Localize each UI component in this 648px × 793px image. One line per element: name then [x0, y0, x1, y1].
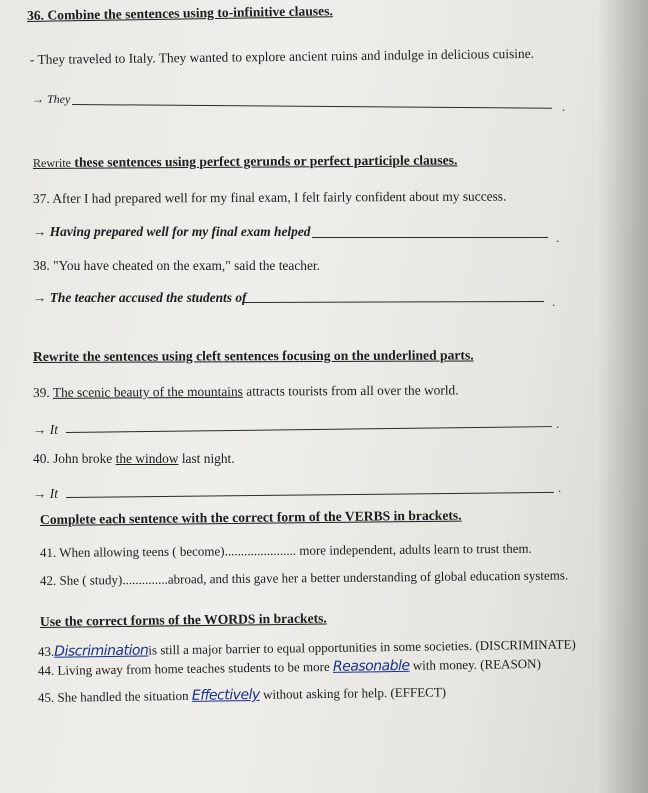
q40-prompt	[33, 451, 235, 467]
q41-rest: more independent, adults learn to trust them.	[299, 540, 532, 558]
section-gerunds-heading	[33, 152, 457, 171]
q36-heading-text: Combine the sentences using to-infinitive clauses.	[47, 3, 333, 23]
q36-heading	[27, 3, 333, 24]
q45-handwritten-answer[interactable]: Effectively	[191, 686, 260, 704]
q44-handwritten-answer[interactable]: Reasonable	[332, 657, 410, 675]
q36-answer-start: → They	[32, 92, 71, 106]
q44-sentence	[38, 656, 541, 679]
q42-pre: 42. She ( study)	[39, 572, 123, 588]
q44-rest: with money. (REASON)	[412, 655, 541, 673]
q41-pre: 41. When allowing teens ( become)	[39, 543, 225, 560]
q42-sentence	[40, 567, 568, 589]
q36-answer-blank[interactable]	[72, 104, 552, 109]
q40-answer-blank[interactable]	[66, 492, 554, 498]
page-edge-shadow	[598, 0, 648, 793]
q39-prompt	[33, 382, 459, 401]
q36-period: .	[562, 99, 566, 114]
q45-rest: without asking for help. (EFFECT)	[262, 684, 447, 702]
q43-handwritten-answer[interactable]: Discrimination	[54, 642, 149, 660]
q36-prompt: - They traveled to Italy. They wanted to explore ancient ruins and indulge in delicious cuisine.	[29, 45, 535, 67]
q39-period: .	[556, 416, 560, 431]
section-verbs-heading: Complete each sentence with the correct form of the VERBS in brackets.	[39, 507, 462, 527]
q36-heading-number: 36.	[26, 7, 45, 23]
q45-pre: 45. She handled the situation	[37, 687, 189, 705]
q38-answer-start: → The teacher accused the students of	[33, 290, 247, 305]
q40-pre: 40. John broke	[33, 451, 113, 466]
q43-number: 43.	[37, 643, 55, 659]
q40-rest: last night.	[181, 451, 235, 466]
q40-period: .	[558, 480, 562, 495]
section-gerunds-heading-word: Rewrite	[32, 155, 72, 170]
q38-answer-blank[interactable]	[242, 301, 544, 303]
section-words-heading: Use the correct forms of the WORDS in brackets.	[39, 610, 327, 629]
q45-sentence	[38, 684, 446, 706]
q42-rest: abroad, and this gave her a better understanding of global education systems.	[167, 567, 569, 587]
q37-answer-start: → Having prepared well for my final exam helped	[33, 224, 311, 239]
section-gerunds-heading-text: these sentences using perfect gerunds or perfect participle clauses.	[74, 152, 458, 170]
q39-answer-blank[interactable]	[66, 426, 552, 433]
q42-blank-dots[interactable]: ..............	[122, 571, 168, 588]
section-cleft-heading: Rewrite the sentences using cleft sentences focusing on the underlined parts.	[32, 347, 474, 364]
q39-number: 39.	[32, 384, 50, 400]
q38-prompt: 38. "You have cheated on the exam," said the teacher.	[33, 258, 320, 273]
q39-answer-start: → It	[33, 422, 58, 437]
q37-prompt: 37. After I had prepared well for my final exam, I felt fairly confident about my success.	[32, 188, 507, 206]
q39-underlined: The scenic beauty of the mountains	[52, 383, 243, 400]
q41-sentence	[40, 541, 532, 561]
q44-pre: 44. Living away from home teaches students to be more	[37, 658, 330, 678]
q37-answer-blank[interactable]	[312, 237, 548, 238]
q40-underlined: the window	[115, 451, 179, 466]
q43-rest: is still a major barrier to equal opportunities in some societies. (DISCRIMINATE)	[148, 636, 576, 658]
q40-answer-start: → It	[33, 486, 58, 501]
q39-rest: attracts tourists from all over the world.	[246, 382, 459, 399]
q41-blank-dots[interactable]: ......................	[224, 542, 297, 559]
q38-period: .	[552, 294, 556, 309]
q37-period: .	[556, 230, 560, 245]
